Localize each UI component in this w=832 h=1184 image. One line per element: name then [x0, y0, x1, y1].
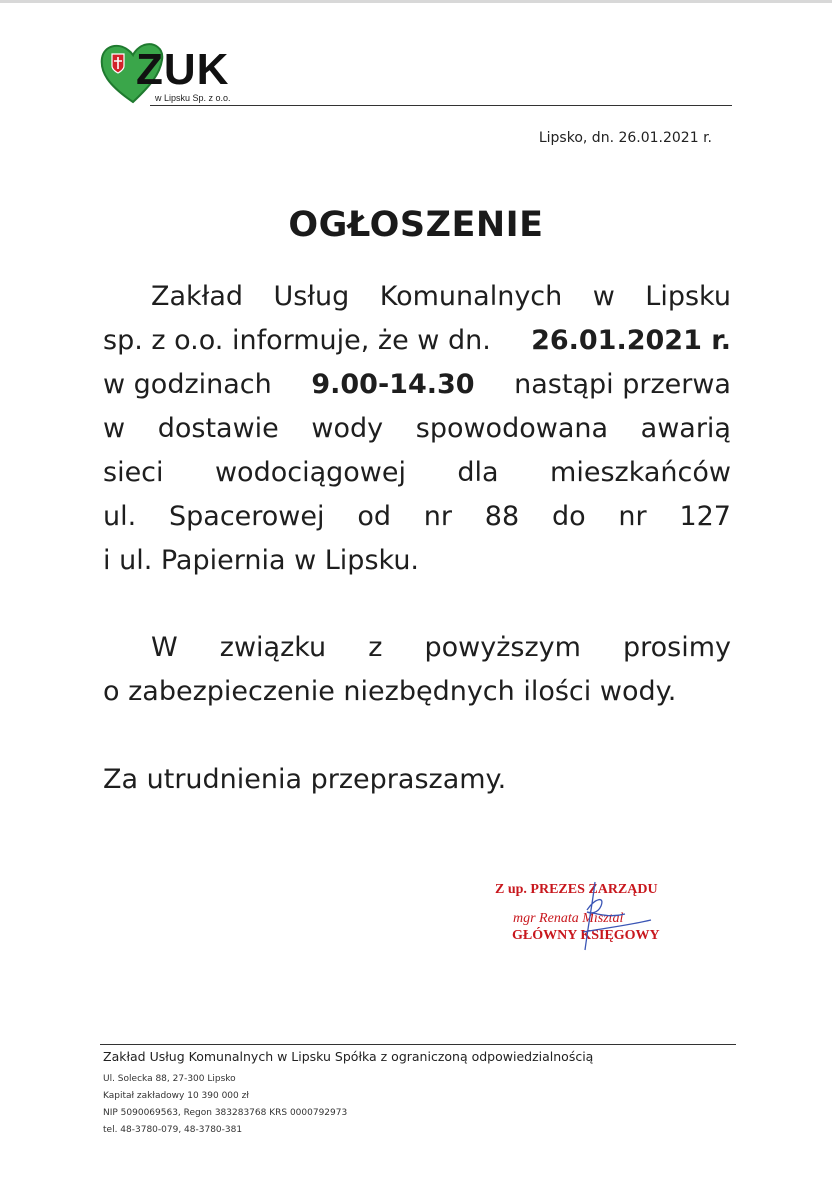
word: nr	[423, 501, 452, 532]
footer-phone: tel. 48-3780-079, 48-3780-381	[103, 1125, 243, 1135]
text-segment: nastąpi przerwa	[514, 369, 731, 400]
word: w	[103, 413, 126, 444]
word: dostawie	[157, 413, 279, 444]
word: dla	[457, 457, 499, 488]
footer-capital: Kapitał zakładowy 10 390 000 zł	[103, 1091, 249, 1101]
word: związku	[219, 632, 327, 663]
word: nr	[618, 501, 647, 532]
word: Spacerowej	[169, 501, 325, 532]
paragraph-line	[103, 407, 731, 451]
company-logo	[98, 40, 278, 110]
word: wody	[311, 413, 384, 444]
outage-hours: 9.00-14.30	[311, 369, 475, 400]
scan-top-edge	[0, 0, 832, 3]
text-segment: i ul. Papiernia w Lipsku.	[103, 545, 420, 576]
logo-subtitle: w Lipsku Sp. z o.o.	[155, 93, 231, 103]
signature-name: mgr Renata Misztal	[513, 911, 624, 926]
text-segment: o zabezpieczenie niezbędnych ilości wody.	[103, 676, 677, 707]
paragraph-line	[103, 451, 731, 495]
outage-date: 26.01.2021 r.	[531, 325, 731, 356]
document-title: OGŁOSZENIE	[288, 205, 544, 245]
word: Usług	[273, 281, 350, 312]
word: sieci	[103, 457, 164, 488]
announcement-paragraph-1	[103, 275, 731, 583]
word: powyższym	[424, 632, 581, 663]
word: 127	[679, 501, 731, 532]
word: Komunalnych	[379, 281, 563, 312]
footer-address: Ul. Solecka 88, 27-300 Lipsko	[103, 1074, 236, 1084]
word: wodociągowej	[214, 457, 406, 488]
text-segment: sp. z o.o. informuje, że w dn.	[103, 325, 491, 356]
paragraph-line	[103, 319, 731, 363]
footer-company: Zakład Usług Komunalnych w Lipsku Spółka z ograniczoną odpowiedzialnością	[103, 1049, 594, 1064]
text-segment: w godzinach	[103, 369, 272, 400]
text-segment: Za utrudnienia przepraszamy.	[103, 764, 507, 795]
word: ul.	[103, 501, 137, 532]
word: do	[551, 501, 586, 532]
header-divider	[150, 105, 732, 106]
word: od	[357, 501, 391, 532]
announcement-paragraph-2	[103, 626, 731, 714]
word: z	[368, 632, 383, 663]
handwritten-signature-icon	[565, 880, 655, 955]
word: awarią	[640, 413, 731, 444]
paragraph-line	[103, 626, 731, 670]
word: mieszkańców	[550, 457, 731, 488]
logo-name: ZUK	[136, 45, 230, 94]
word: 88	[484, 501, 520, 532]
footer-registry: NIP 5090069563, Regon 383283768 KRS 0000792973	[103, 1108, 348, 1118]
word: spowodowana	[415, 413, 609, 444]
word: w	[592, 281, 615, 312]
footer-details	[103, 1071, 347, 1139]
word: Lipsku	[645, 281, 731, 312]
paragraph-line	[103, 495, 731, 539]
word: W	[151, 632, 178, 663]
paragraph-line	[103, 758, 731, 802]
footer-divider	[100, 1044, 736, 1045]
word: Zakład	[151, 281, 244, 312]
paragraph-line	[103, 363, 731, 407]
signature-role: Z up. PREZES ZARZĄDU	[495, 882, 658, 897]
signature-title: GŁÓWNY KSIĘGOWY	[512, 928, 660, 943]
paragraph-line	[103, 275, 731, 319]
paragraph-line	[103, 539, 731, 583]
announcement-paragraph-3	[103, 758, 731, 802]
date-line: Lipsko, dn. 26.01.2021 r.	[538, 130, 712, 146]
paragraph-line	[103, 670, 731, 714]
word: prosimy	[622, 632, 731, 663]
